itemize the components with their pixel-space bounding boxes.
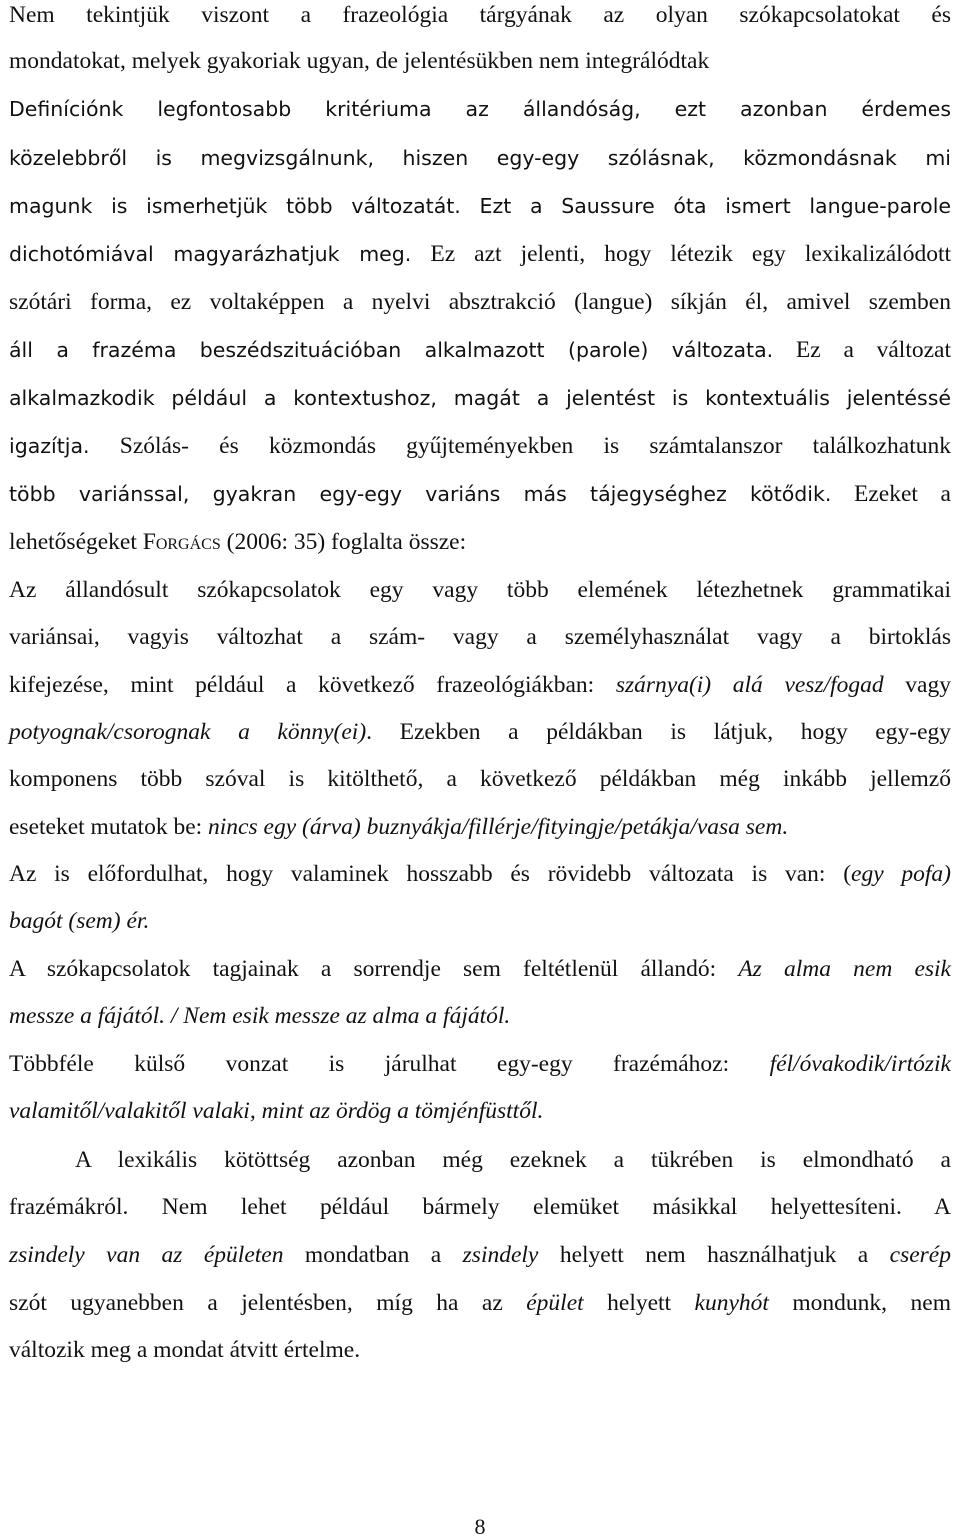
text-line: valamitől/valakitől valaki, mint az ördög a tömjénfüsttől. [9, 1098, 544, 1124]
text-line: komponens több szóval is kitölthető, a következő példákban még inkább jellemző [9, 766, 951, 792]
text-line: mondatokat, melyek gyakoriak ugyan, de jelentésükben nem integrálódtak [9, 48, 710, 74]
text-line: Definíciónk legfontosabb kritériuma az állandóság, ezt azonban érdemes [9, 97, 951, 121]
text-line: igazítja. Szólás- és közmondás gyűjteményekben is számtalanszor találkozhatunk [9, 433, 951, 459]
text-line: A szókapcsolatok tagjainak a sorrendje sem feltétlenül állandó: Az alma nem esik [9, 956, 951, 982]
text-line: alkalmazkodik például a kontextushoz, magát a jelentést is kontextuális jelentéssé [9, 386, 951, 410]
text-line: Többféle külső vonzat is járulhat egy-egy frazémához: fél/óvakodik/irtózik [9, 1051, 951, 1077]
text-line: variánsai, vagyis változhat a szám- vagy a személyhasználat vagy a birtoklás [9, 624, 951, 650]
text-line: áll a frazéma beszédszituációban alkalmazott (parole) változata. Ez a változat [9, 337, 951, 363]
text-line: lehetőségeket Forgács (2006: 35) foglalta össze: [9, 529, 467, 555]
text-line: eseteket mutatok be: nincs egy (árva) buznyákja/fillérje/fityingje/petákja/vasa sem. [9, 814, 789, 840]
text-line: potyognak/csorognak a könny(ei). Ezekben a példákban is látjuk, hogy egy-egy [9, 719, 951, 745]
text-line: szót ugyanebben a jelentésben, míg ha az épület helyett kunyhót mondunk, nem [9, 1290, 951, 1316]
page-number: 8 [474, 1514, 486, 1539]
text-line: Az is előfordulhat, hogy valaminek hosszabb és rövidebb változata is van: (egy pofa) [9, 861, 952, 887]
text-line: dichotómiával magyarázhatjuk meg. Ez azt jelenti, hogy létezik egy lexikalizálódott [9, 241, 952, 267]
text-line: több variánssal, gyakran egy-egy variáns más tájegységhez kötődik. Ezeket a [9, 481, 951, 507]
text-line: messze a fájától. / Nem esik messze az alma a fájától. [9, 1003, 511, 1029]
text-line: Az állandósult szókapcsolatok egy vagy több elemének létezhetnek grammatikai [9, 577, 951, 603]
text-line: közelebbről is megvizsgálnunk, hiszen egy-egy szólásnak, közmondásnak mi [9, 146, 951, 170]
text-line: változik meg a mondat átvitt értelme. [9, 1337, 361, 1363]
text-line: Nem tekintjük viszont a frazeológia tárgyának az olyan szókapcsolatokat és [9, 2, 951, 28]
text-line: kifejezése, mint például a következő frazeológiákban: szárnya(i) alá vesz/fogad vagy [9, 672, 951, 698]
text-line: bagót (sem) ér. [9, 908, 150, 934]
text-line: szótári forma, ez voltaképpen a nyelvi absztrakció (langue) síkján él, amivel szemben [9, 289, 951, 315]
text-line: magunk is ismerhetjük több változatát. Ezt a Saussure óta ismert langue-parole [9, 194, 951, 218]
text-line: zsindely van az épületen mondatban a zsindely helyett nem használhatjuk a cserép [9, 1242, 951, 1268]
text-line: frazémákról. Nem lehet például bármely elemüket másikkal helyettesíteni. A [9, 1194, 951, 1220]
text-line: A lexikális kötöttség azonban még ezeknek a tükrében is elmondható a [75, 1147, 951, 1173]
